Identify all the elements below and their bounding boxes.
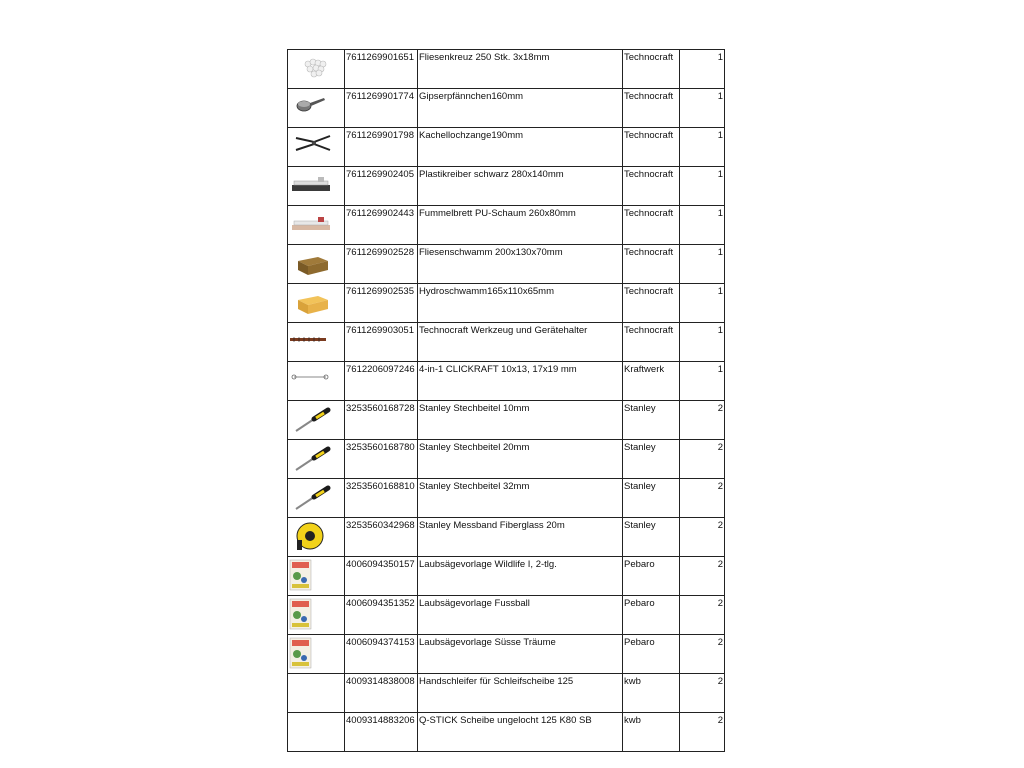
table-row [288,674,725,713]
product-image-cell [288,440,345,479]
description-cell: Kachellochzange190mm [418,128,623,167]
product-image-cell [288,284,345,323]
quantity-cell: 1 [680,128,725,167]
description-cell: Handschleifer für Schleifscheibe 125 [418,674,623,713]
product-image-cell [288,401,345,440]
product-image-cell [288,479,345,518]
product-table [287,49,725,752]
tape-measure-icon [288,518,345,554]
product-table-body [288,50,725,752]
product-image-cell [288,518,345,557]
table-row [288,323,725,362]
brand-cell: Pebaro [623,635,680,674]
brand-cell: Stanley [623,518,680,557]
description-cell: Hydroschwamm165x110x65mm [418,284,623,323]
table-row [288,440,725,479]
quantity-cell: 1 [680,89,725,128]
product-image-cell [288,674,345,713]
product-image-cell [288,128,345,167]
description-cell: Fliesenkreuz 250 Stk. 3x18mm [418,50,623,89]
brand-cell: Stanley [623,479,680,518]
ean-cell: 3253560168810 [345,479,418,518]
product-image-cell [288,557,345,596]
brand-cell: Kraftwerk [623,362,680,401]
table-row [288,167,725,206]
ean-cell: 4006094350157 [345,557,418,596]
table-row [288,128,725,167]
description-cell: Plastikreiber schwarz 280x140mm [418,167,623,206]
quantity-cell: 1 [680,245,725,284]
quantity-cell: 2 [680,674,725,713]
product-image-cell [288,206,345,245]
tile-spacers-icon [288,50,345,86]
table-row [288,713,725,752]
quantity-cell: 2 [680,479,725,518]
product-image-cell [288,596,345,635]
ean-cell: 3253560168780 [345,440,418,479]
product-image-cell [288,50,345,89]
quantity-cell: 1 [680,167,725,206]
description-cell: Stanley Messband Fiberglass 20m [418,518,623,557]
description-cell: Stanley Stechbeitel 32mm [418,479,623,518]
brand-cell: kwb [623,713,680,752]
description-cell: Stanley Stechbeitel 20mm [418,440,623,479]
table-row [288,245,725,284]
chisel-icon [288,479,345,515]
ean-cell: 7611269901774 [345,89,418,128]
description-cell: Laubsägevorlage Süsse Träume [418,635,623,674]
ean-cell: 4006094374153 [345,635,418,674]
product-image-cell [288,362,345,401]
ean-cell: 4006094351352 [345,596,418,635]
product-image-cell [288,713,345,752]
quantity-cell: 2 [680,401,725,440]
brand-cell: Stanley [623,440,680,479]
quantity-cell: 1 [680,50,725,89]
quantity-cell: 2 [680,557,725,596]
product-image-cell [288,167,345,206]
brand-cell: Technocraft [623,50,680,89]
ean-cell: 7612206097246 [345,362,418,401]
table-row [288,89,725,128]
quantity-cell: 1 [680,323,725,362]
product-image-cell [288,635,345,674]
table-row [288,635,725,674]
brand-cell: Pebaro [623,596,680,635]
table-row [288,50,725,89]
product-image-cell [288,89,345,128]
table-row [288,479,725,518]
table-row [288,557,725,596]
quantity-cell: 2 [680,440,725,479]
ean-cell: 4009314883206 [345,713,418,752]
chisel-icon [288,401,345,437]
tile-sponge-icon [288,245,345,281]
table-row [288,206,725,245]
description-cell: Fliesenschwamm 200x130x70mm [418,245,623,284]
ean-cell: 3253560342968 [345,518,418,557]
description-cell: 4-in-1 CLICKRAFT 10x13, 17x19 mm [418,362,623,401]
description-cell: Technocraft Werkzeug und Gerätehalter [418,323,623,362]
tile-nippers-icon [288,128,345,164]
quantity-cell: 1 [680,362,725,401]
pattern-sheet-icon [288,596,345,632]
quantity-cell: 2 [680,518,725,557]
description-cell: Laubsägevorlage Fussball [418,596,623,635]
ean-cell: 7611269902443 [345,206,418,245]
quantity-cell: 2 [680,635,725,674]
product-image-cell [288,323,345,362]
plaster-cup-icon [288,89,345,125]
brand-cell: Pebaro [623,557,680,596]
quantity-cell: 1 [680,206,725,245]
wrench-icon [288,362,345,398]
chisel-icon [288,440,345,476]
ean-cell: 7611269901798 [345,128,418,167]
brand-cell: Technocraft [623,167,680,206]
brand-cell: Technocraft [623,245,680,284]
hydro-sponge-icon [288,284,345,320]
ean-cell: 7611269901651 [345,50,418,89]
table-row [288,284,725,323]
quantity-cell: 2 [680,596,725,635]
brand-cell: Technocraft [623,284,680,323]
table-row [288,518,725,557]
description-cell: Q-STICK Scheibe ungelocht 125 K80 SB [418,713,623,752]
table-row [288,401,725,440]
brand-cell: Technocraft [623,89,680,128]
ean-cell: 7611269902528 [345,245,418,284]
product-image-cell [288,245,345,284]
pattern-sheet-icon [288,635,345,671]
ean-cell: 7611269902535 [345,284,418,323]
description-cell: Laubsägevorlage Wildlife I, 2-tlg. [418,557,623,596]
pattern-sheet-icon [288,557,345,593]
tool-holder-icon [288,323,345,359]
brand-cell: Stanley [623,401,680,440]
ean-cell: 4009314838008 [345,674,418,713]
description-cell: Fummelbrett PU-Schaum 260x80mm [418,206,623,245]
ean-cell: 7611269902405 [345,167,418,206]
description-cell: Stanley Stechbeitel 10mm [418,401,623,440]
plastic-float-icon [288,167,345,203]
table-row [288,362,725,401]
quantity-cell: 1 [680,284,725,323]
ean-cell: 7611269903051 [345,323,418,362]
brand-cell: Technocraft [623,206,680,245]
brand-cell: Technocraft [623,128,680,167]
brand-cell: Technocraft [623,323,680,362]
foam-float-icon [288,206,345,242]
quantity-cell: 2 [680,713,725,752]
brand-cell: kwb [623,674,680,713]
ean-cell: 3253560168728 [345,401,418,440]
table-row [288,596,725,635]
description-cell: Gipserpfännchen160mm [418,89,623,128]
